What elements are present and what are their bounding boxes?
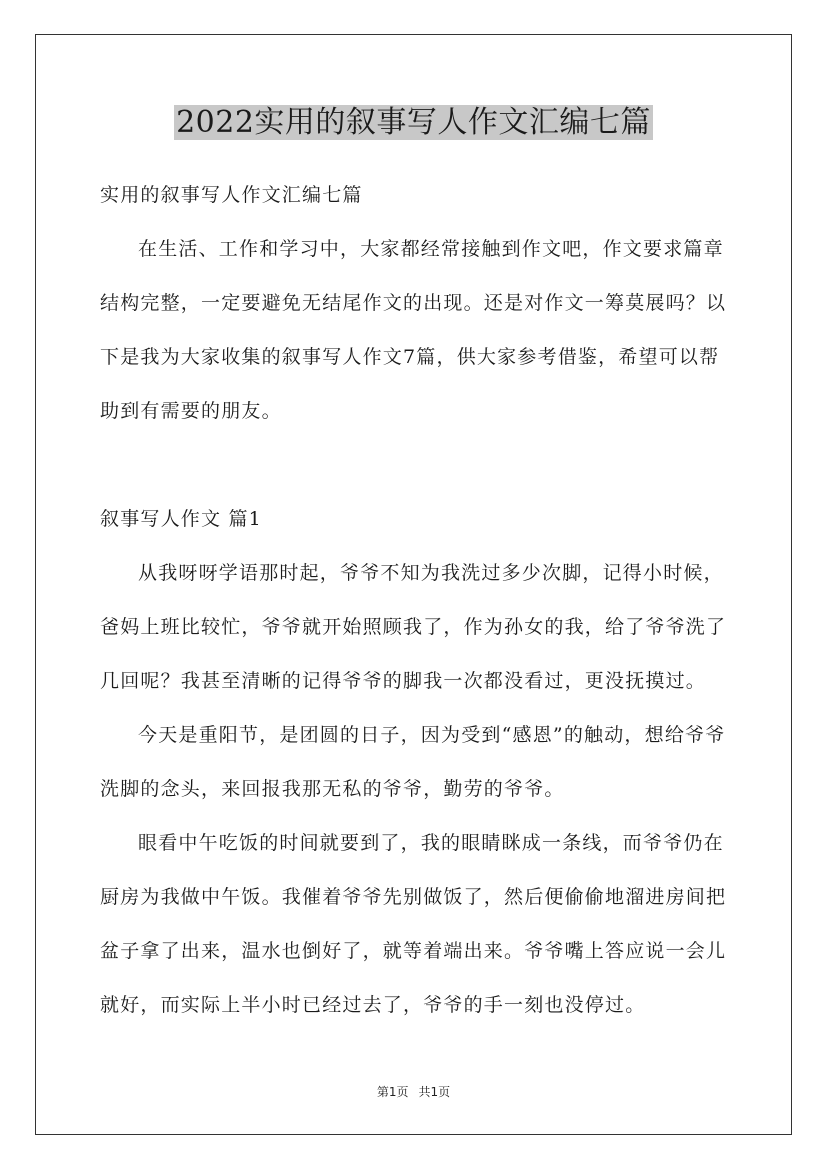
section-heading: 叙事写人作文 篇1 — [100, 508, 262, 530]
body-paragraph: 从我呀呀学语那时起，爷爷不知为我洗过多少次脚，记得小时候，爸妈上班比较忙，爷爷就开始照顾我了，作为孙女的我，给了爷爷洗了几回呢？我甚至清晰的记得爷爷的脚我一次都没看过，更没抚摸过。 — [100, 562, 727, 692]
intro-paragraph: 在生活、工作和学习中，大家都经常接触到作文吧，作文要求篇章结构完整，一定要避免无结尾作文的出现。还是对作文一筹莫展吗？以下是我为大家收集的叙事写人作文7篇，供大家参考借鉴，希望可以帮助到有需要的朋友。 — [100, 238, 727, 422]
body-paragraph: 眼看中午吃饭的时间就要到了，我的眼睛眯成一条线，而爷爷仍在厨房为我做中午饭。我催着爷爷先别做饭了，然后便偷偷地溜进房间把盆子拿了出来，温水也倒好了，就等着端出来。爷爷嘴上答应说一会儿就好，而实际上半小时已经过去了，爷爷的手一刻也没停过。 — [100, 832, 727, 1016]
page-total: 共1页 — [418, 1085, 451, 1099]
page-footer — [0, 1084, 827, 1100]
document-subtitle: 实用的叙事写人作文汇编七篇 — [100, 184, 363, 206]
page-number: 第1页 — [376, 1085, 409, 1099]
essay-body — [100, 546, 730, 1032]
document-title — [0, 103, 827, 143]
intro-section — [100, 222, 730, 438]
document-title-text: 2022实用的叙事写人作文汇编七篇 — [176, 105, 651, 140]
body-paragraph: 今天是重阳节，是团圆的日子，因为受到“感恩”的触动，想给爷爷洗脚的念头，来回报我那无私的爷爷，勤劳的爷爷。 — [100, 724, 726, 800]
